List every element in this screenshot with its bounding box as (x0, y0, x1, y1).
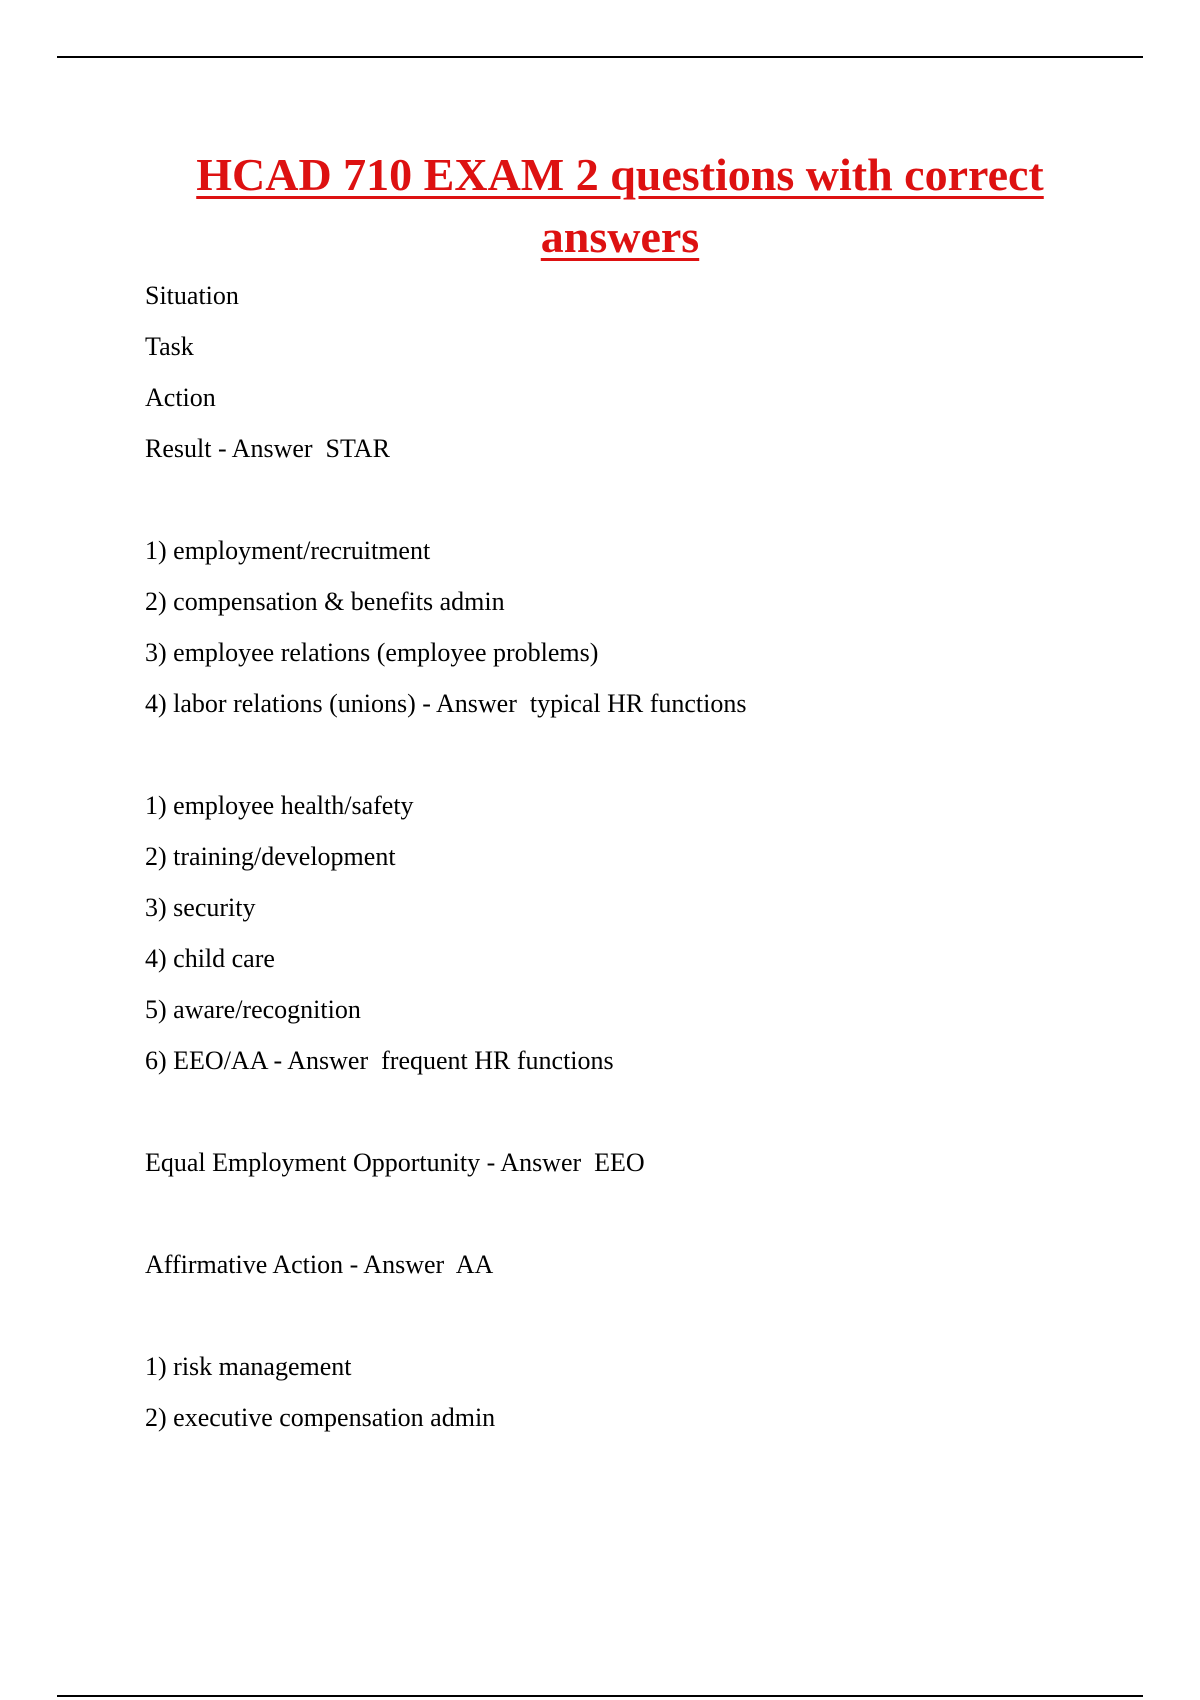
qa-line: 4) labor relations (unions) - Answer typical HR functions (145, 689, 747, 718)
qa-line: 4) child care (145, 944, 275, 973)
qa-line: 1) risk management (145, 1352, 352, 1381)
qa-block-risk (145, 1351, 1145, 1453)
qa-line: 2) training/development (145, 842, 396, 871)
block-spacer (145, 1300, 1145, 1351)
qa-block-eeo (145, 1147, 1145, 1198)
qa-block-typical-hr (145, 535, 1145, 739)
qa-line: Action (145, 383, 216, 412)
qa-line: Situation (145, 281, 239, 310)
block-spacer (145, 1198, 1145, 1249)
document-title-line-1: HCAD 710 EXAM 2 questions with correct (196, 149, 1044, 200)
qa-line: 6) EEO/AA - Answer frequent HR functions (145, 1046, 614, 1075)
qa-line: Result - Answer STAR (145, 434, 390, 463)
qa-line: 2) compensation & benefits admin (145, 587, 505, 616)
qa-line: 1) employment/recruitment (145, 536, 431, 565)
qa-block-star (145, 280, 1145, 484)
qa-line: Equal Employment Opportunity - Answer EEO (145, 1148, 645, 1177)
header-rule (57, 56, 1143, 58)
qa-line: Task (145, 332, 194, 361)
block-spacer (145, 739, 1145, 790)
qa-line: 2) executive compensation admin (145, 1403, 496, 1432)
document-title-line-2: answers (540, 211, 700, 262)
qa-line: 3) security (145, 893, 256, 922)
qa-line: 5) aware/recognition (145, 995, 361, 1024)
qa-line: 3) employee relations (employee problems) (145, 638, 599, 667)
block-spacer (145, 1096, 1145, 1147)
qa-content (145, 280, 1145, 1453)
block-spacer (145, 484, 1145, 535)
qa-block-aa (145, 1249, 1145, 1300)
qa-block-frequent-hr (145, 790, 1145, 1096)
document-title (120, 144, 1120, 268)
qa-line: 1) employee health/safety (145, 791, 414, 820)
qa-line: Affirmative Action - Answer AA (145, 1250, 494, 1279)
footer-rule (57, 1695, 1143, 1697)
